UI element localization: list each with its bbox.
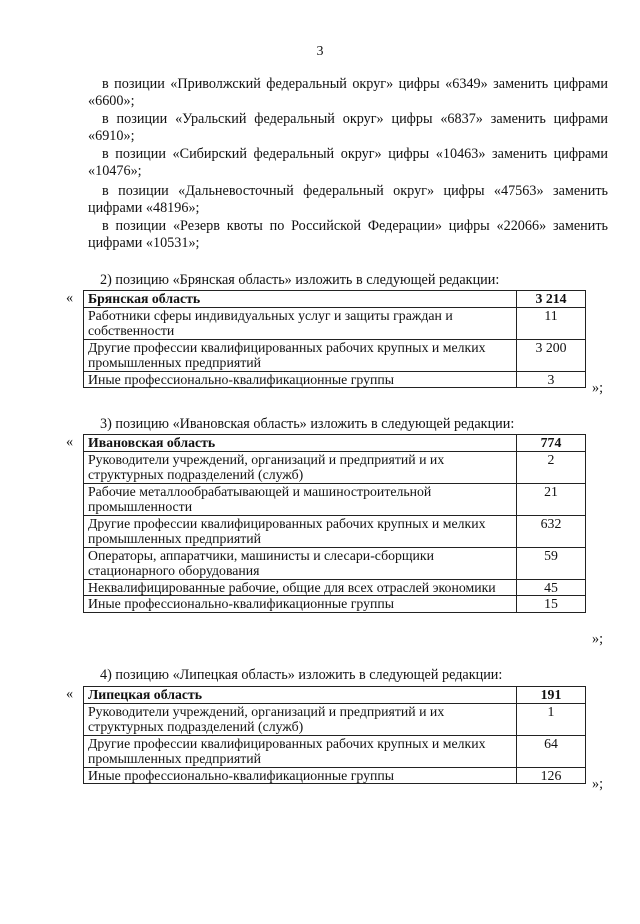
table-row (84, 767, 586, 784)
row-value: 11 (517, 307, 586, 339)
region-name: Ивановская область (84, 435, 517, 452)
table-row (84, 596, 586, 613)
quote-open: « (66, 290, 74, 306)
intro-paragraph-1: в позиции «Приволжский федеральный округ» цифры «6349» заменить цифрами «6600»; (88, 76, 608, 109)
row-label: Другие профессии квалифицированных рабочих крупных и мелких промышленных предприятий (84, 735, 517, 767)
section-heading-bryansk: 2) позицию «Брянская область» изложить в следующей редакции: (100, 272, 500, 288)
table-row (84, 735, 586, 767)
row-label: Иные профессионально-квалификационные группы (84, 371, 517, 388)
row-value: 1 (517, 703, 586, 735)
quote-close: »; (592, 380, 604, 396)
table-lipetsk (83, 686, 586, 784)
region-total: 774 (517, 435, 586, 452)
row-label: Иные профессионально-квалификационные группы (84, 767, 517, 784)
table-row (84, 307, 586, 339)
intro-paragraph-4: в позиции «Дальневосточный федеральный округ» цифры «47563» заменить цифрами «48196»; (88, 183, 608, 216)
intro-paragraph-2: в позиции «Уральский федеральный округ» цифры «6837» заменить цифрами «6910»; (88, 111, 608, 144)
region-name: Брянская область (84, 291, 517, 308)
table-row (84, 579, 586, 596)
table-row (84, 291, 586, 308)
table-bryansk (83, 290, 586, 388)
region-total: 3 214 (517, 291, 586, 308)
table-row (84, 339, 586, 371)
row-value: 126 (517, 767, 586, 784)
row-value: 3 200 (517, 339, 586, 371)
table-row (84, 435, 586, 452)
row-value: 3 (517, 371, 586, 388)
section-heading-ivanovo: 3) позицию «Ивановская область» изложить в следующей редакции: (100, 416, 515, 432)
table-ivanovo (83, 434, 586, 613)
intro-paragraph-3: в позиции «Сибирский федеральный округ» цифры «10463» заменить цифрами «10476»; (88, 146, 608, 179)
row-value: 15 (517, 596, 586, 613)
row-value: 632 (517, 515, 586, 547)
row-value: 59 (517, 547, 586, 579)
table-row (84, 547, 586, 579)
row-label: Руководители учреждений, организаций и предприятий и их структурных подразделений (служб) (84, 703, 517, 735)
table-row (84, 687, 586, 704)
intro-paragraph-5: в позиции «Резерв квоты по Российской Федерации» цифры «22066» заменить цифрами «10531»; (88, 218, 608, 251)
quote-close: »; (592, 631, 604, 647)
table-row (84, 515, 586, 547)
row-label: Руководители учреждений, организаций и предприятий и их структурных подразделений (служб) (84, 451, 517, 483)
table-row (84, 483, 586, 515)
quote-open: « (66, 686, 74, 702)
table-row (84, 371, 586, 388)
row-label: Иные профессионально-квалификационные группы (84, 596, 517, 613)
row-value: 2 (517, 451, 586, 483)
region-total: 191 (517, 687, 586, 704)
row-value: 45 (517, 579, 586, 596)
quote-close: »; (592, 776, 604, 792)
page-number: 3 (316, 44, 324, 59)
table-row (84, 703, 586, 735)
section-heading-lipetsk: 4) позицию «Липецкая область» изложить в следующей редакции: (100, 667, 503, 683)
quote-open: « (66, 434, 74, 450)
row-value: 64 (517, 735, 586, 767)
row-label: Другие профессии квалифицированных рабочих крупных и мелких промышленных предприятий (84, 515, 517, 547)
row-label: Неквалифицированные рабочие, общие для всех отраслей экономики (84, 579, 517, 596)
region-name: Липецкая область (84, 687, 517, 704)
row-label: Работники сферы индивидуальных услуг и защиты граждан и собственности (84, 307, 517, 339)
row-value: 21 (517, 483, 586, 515)
row-label: Операторы, аппаратчики, машинисты и слесари-сборщики стационарного оборудования (84, 547, 517, 579)
row-label: Другие профессии квалифицированных рабочих крупных и мелких промышленных предприятий (84, 339, 517, 371)
table-row (84, 451, 586, 483)
row-label: Рабочие металлообрабатывающей и машиностроительной промышленности (84, 483, 517, 515)
